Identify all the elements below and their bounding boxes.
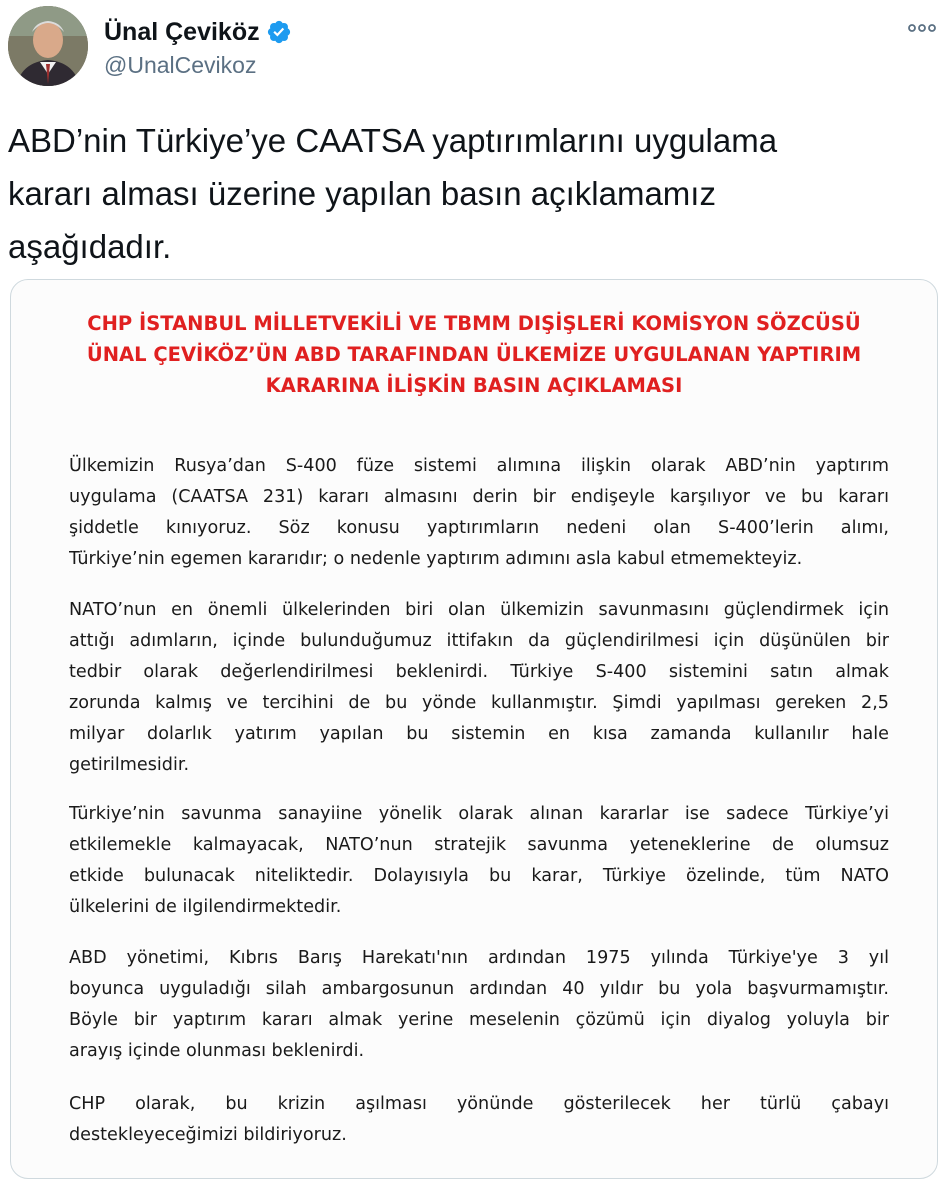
paragraph-line: CHP olarak, bu krizin aşılması yönünde gösterilecek her türlü çabayı [69, 1094, 889, 1114]
statement-paragraph [69, 595, 889, 781]
tweet-text-line: ABD’nin Türkiye’ye CAATSA yaptırımlarını uygulama [8, 122, 778, 159]
tweet-text-line: kararı alması üzerine yapılan basın açıklamamız [8, 175, 716, 212]
paragraph-line: attığı adımların, içinde bulunduğumuz ittifakın da güçlendirilmesi için düşünülen bir [69, 631, 889, 651]
paragraph-line: Türkiye’nin egemen kararıdır; o nedenle yaptırım adımını asla kabul etmemekteyiz. [69, 549, 803, 569]
paragraph-line: arayış içinde olunması beklenirdi. [69, 1041, 365, 1061]
statement-paragraph [69, 1089, 889, 1151]
more-options-icon [907, 23, 937, 33]
paragraph-line: etkilemekle kalmayacak, NATO’nun stratejik savunma yeteneklerine de olumsuz [69, 835, 889, 855]
statement-title [11, 308, 937, 401]
avatar[interactable] [8, 6, 88, 86]
verified-badge-icon [266, 19, 292, 45]
paragraph-line: destekleyeceğimizi bildiriyoruz. [69, 1125, 347, 1145]
tweet-header [8, 6, 944, 90]
attached-image[interactable] [10, 279, 938, 1179]
tweet-text-line: aşağıdadır. [8, 228, 172, 265]
statement-paragraph [69, 799, 889, 923]
handle[interactable]: @UnalCevikoz [104, 52, 257, 78]
more-options-button[interactable] [904, 16, 940, 40]
author-info [104, 16, 292, 79]
paragraph-line: Türkiye’nin savunma sanayiine yönelik olarak alınan kararlar ise sadece Türkiye’yi [69, 804, 889, 824]
statement-paragraph [69, 943, 889, 1067]
statement-title-line: CHP İSTANBUL MİLLETVEKİLİ VE TBMM DIŞİŞLERİ KOMİSYON SÖZCÜSÜ [87, 312, 861, 335]
paragraph-line: boyunca uyguladığı silah ambargosunun ardından 40 yıldır bu yola başvurmamıştır. [69, 979, 889, 999]
paragraph-line: getirilmesidir. [69, 755, 190, 775]
paragraph-line: milyar dolarlık yatırım yapılan bu sistemin en kısa zamanda kullanılır hale [69, 724, 889, 744]
statement-title-line: KARARINA İLİŞKİN BASIN AÇIKLAMASI [265, 374, 683, 397]
paragraph-line: zorunda kalmış ve tercihini de bu yönde kullanmıştır. Şimdi yapılması gereken 2,5 [69, 693, 889, 713]
display-name[interactable]: Ünal Çeviköz [104, 17, 260, 46]
paragraph-line: NATO’nun en önemli ülkelerinden biri olan ülkemizin savunmasını güçlendirmek için [69, 600, 889, 620]
paragraph-line: şiddetle kınıyoruz. Söz konusu yaptırımların nedeni olan S-400’lerin alımı, [69, 518, 889, 538]
paragraph-line: tedbir olarak değerlendirilmesi beklenirdi. Türkiye S-400 sistemini satın almak [69, 662, 889, 682]
paragraph-line: uygulama (CAATSA 231) kararı almasını derin bir endişeyle karşılıyor ve bu kararı [69, 487, 889, 507]
paragraph-line: ülkelerini de ilgilendirmektedir. [69, 897, 342, 917]
statement-paragraph [69, 451, 889, 575]
statement-title-line: ÜNAL ÇEVİKÖZ’ÜN ABD TARAFINDAN ÜLKEMİZE UYGULANAN YAPTIRIM [86, 343, 862, 366]
paragraph-line: etkide bulunacak niteliktedir. Dolayısıyla bu karar, Türkiye özelinde, tüm NATO [69, 866, 889, 886]
tweet-text [8, 114, 908, 273]
name-row [104, 16, 292, 48]
paragraph-line: Böyle bir yaptırım kararı almak yerine meselenin çözümü için diyalog yoluyla bir [69, 1010, 889, 1030]
paragraph-line: Ülkemizin Rusya’dan S-400 füze sistemi alımına ilişkin olarak ABD’nin yaptırım [69, 456, 889, 476]
paragraph-line: ABD yönetimi, Kıbrıs Barış Harekatı'nın ardından 1975 yılında Türkiye'ye 3 yıl [69, 948, 889, 968]
